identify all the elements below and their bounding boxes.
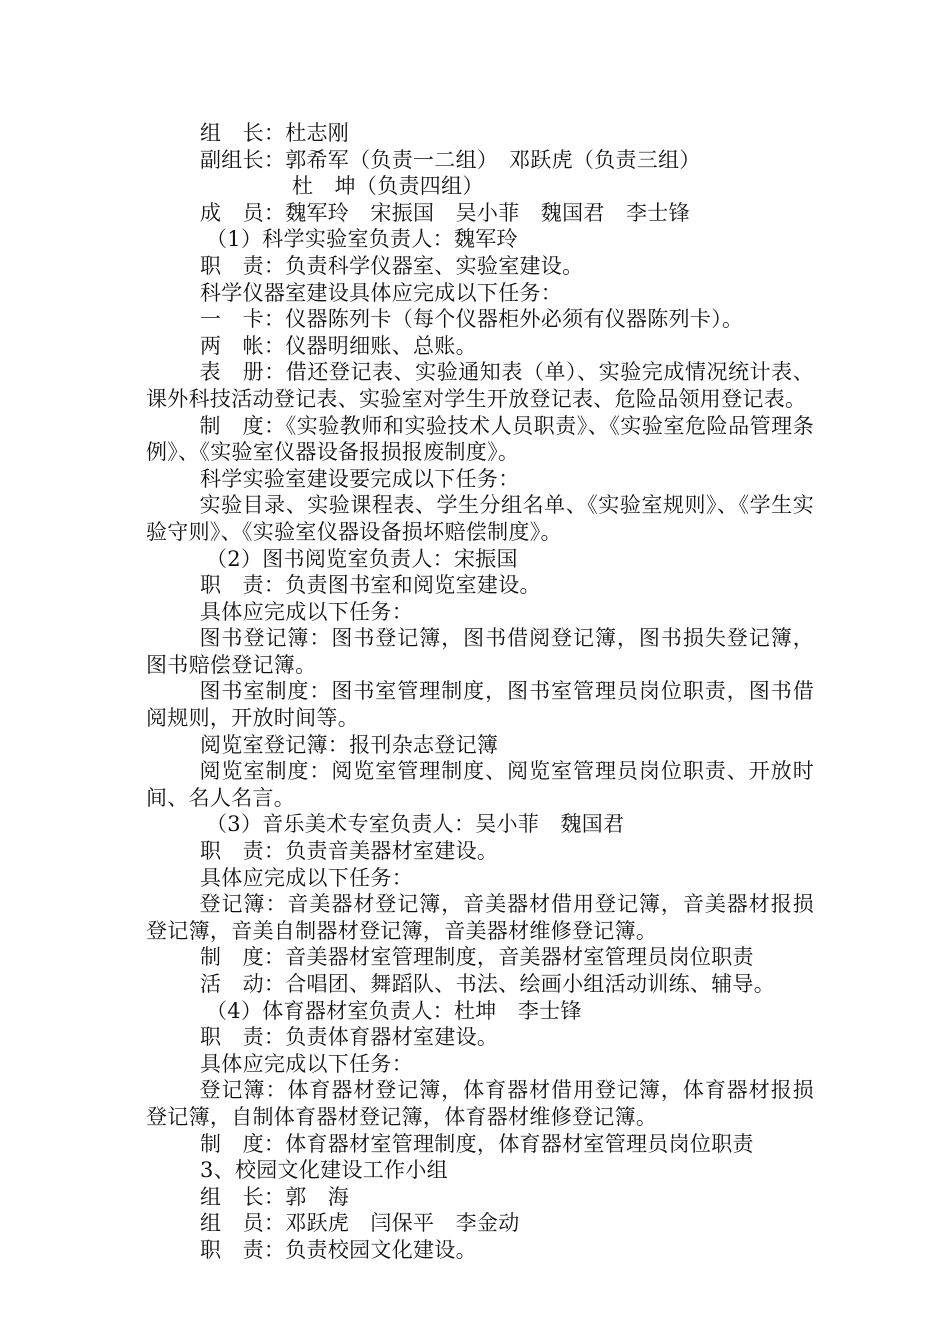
- science-tasks-intro: 科学仪器室建设具体应完成以下任务：: [200, 280, 563, 305]
- music-art-heading: （3）音乐美术专室负责人：吴小菲 魏国君: [206, 812, 625, 837]
- music-art-register-paragraph: 登记簿：音美器材登记簿，音美器材借用登记簿，音美器材报损登记簿，音美自制器材登记簿，音美器材维修登记簿。: [146, 892, 814, 943]
- music-art-rules-line: 制 度：音美器材室管理制度，音美器材室管理员岗位职责: [200, 945, 754, 970]
- lab-tasks-intro: 科学实验室建设要完成以下任务：: [200, 466, 520, 491]
- lab-tasks-paragraph: 实验目录、实验课程表、学生分组名单、《实验室规则》、《学生实验守则》、《实验室仪器设备损坏赔偿制度》。: [146, 493, 814, 544]
- sports-tasks-intro: 具体应完成以下任务：: [200, 1051, 413, 1076]
- sports-heading: （4）体育器材室负责人：杜坤 李士锋: [206, 998, 582, 1023]
- science-rules-paragraph: 制 度：《实验教师和实验技术人员职责》、《实验室危险品管理条例》、《实验室仪器设备报损报废制度》。: [146, 413, 814, 465]
- sports-rules-line: 制 度：体育器材室管理制度，体育器材室管理员岗位职责: [200, 1131, 754, 1156]
- group-leader-line: 组 长：杜志刚: [200, 121, 350, 145]
- library-heading: （2）图书阅览室负责人：宋振国: [206, 546, 518, 571]
- culture-duty-line: 职 责：负责校园文化建设。: [200, 1237, 477, 1262]
- campus-culture-heading: 3、校园文化建设工作小组: [200, 1158, 448, 1183]
- science-lab-heading: （1）科学实验室负责人：魏军玲: [206, 227, 518, 252]
- sports-duty-line: 职 责：负责体育器材室建设。: [200, 1025, 499, 1050]
- library-duty-line: 职 责：负责图书室和阅览室建设。: [200, 573, 541, 598]
- library-tasks-intro: 具体应完成以下任务：: [200, 599, 413, 624]
- reading-room-rules-paragraph: 阅览室制度：阅览室管理制度、阅览室管理员岗位职责、开放时间、名人名言。: [146, 759, 814, 810]
- one-card-line: 一 卡：仪器陈列卡（每个仪器柜外必须有仪器陈列卡）。: [200, 307, 744, 332]
- reading-room-register-line: 阅览室登记簿：报刊杂志登记簿: [200, 732, 499, 757]
- science-duty-line: 职 责：负责科学仪器室、实验室建设。: [200, 253, 584, 278]
- deputy-leader-line: 副组长：郭希军（负责一二组） 邓跃虎（负责三组）: [200, 147, 701, 172]
- library-rules-paragraph: 图书室制度：图书室管理制度，图书室管理员岗位职责，图书借阅规则，开放时间等。: [146, 679, 814, 731]
- music-art-duty-line: 职 责：负责音美器材室建设。: [200, 839, 499, 864]
- culture-members-line: 组 员：邓跃虎 闫保平 李金动: [200, 1211, 520, 1236]
- two-accounts-line: 两 帐：仪器明细账、总账。: [200, 333, 477, 358]
- music-art-tasks-intro: 具体应完成以下任务：: [200, 865, 413, 890]
- members-line: 成 员：魏军玲 宋振国 吴小菲 魏国君 李士锋: [200, 200, 690, 225]
- music-art-activities-line: 活 动：合唱团、舞蹈队、书法、绘画小组活动训练、辅导。: [200, 972, 776, 996]
- forms-paragraph: 表 册：借还登记表、实验通知表（单）、实验完成情况统计表、课外科技活动登记表、实验室对学生开放登记表、危险品领用登记表。: [146, 360, 814, 411]
- culture-leader-line: 组 长：郭 海: [200, 1184, 350, 1209]
- library-register-paragraph: 图书登记簿：图书登记簿，图书借阅登记簿，图书损失登记簿，图书赔偿登记簿。: [146, 626, 814, 677]
- deputy-leader-continued-line: 杜 坤（负责四组）: [292, 174, 484, 199]
- sports-register-paragraph: 登记簿：体育器材登记簿，体育器材借用登记簿，体育器材报损登记簿，自制体育器材登记簿，体育器材维修登记簿。: [146, 1078, 814, 1129]
- document-body: [146, 120, 814, 1264]
